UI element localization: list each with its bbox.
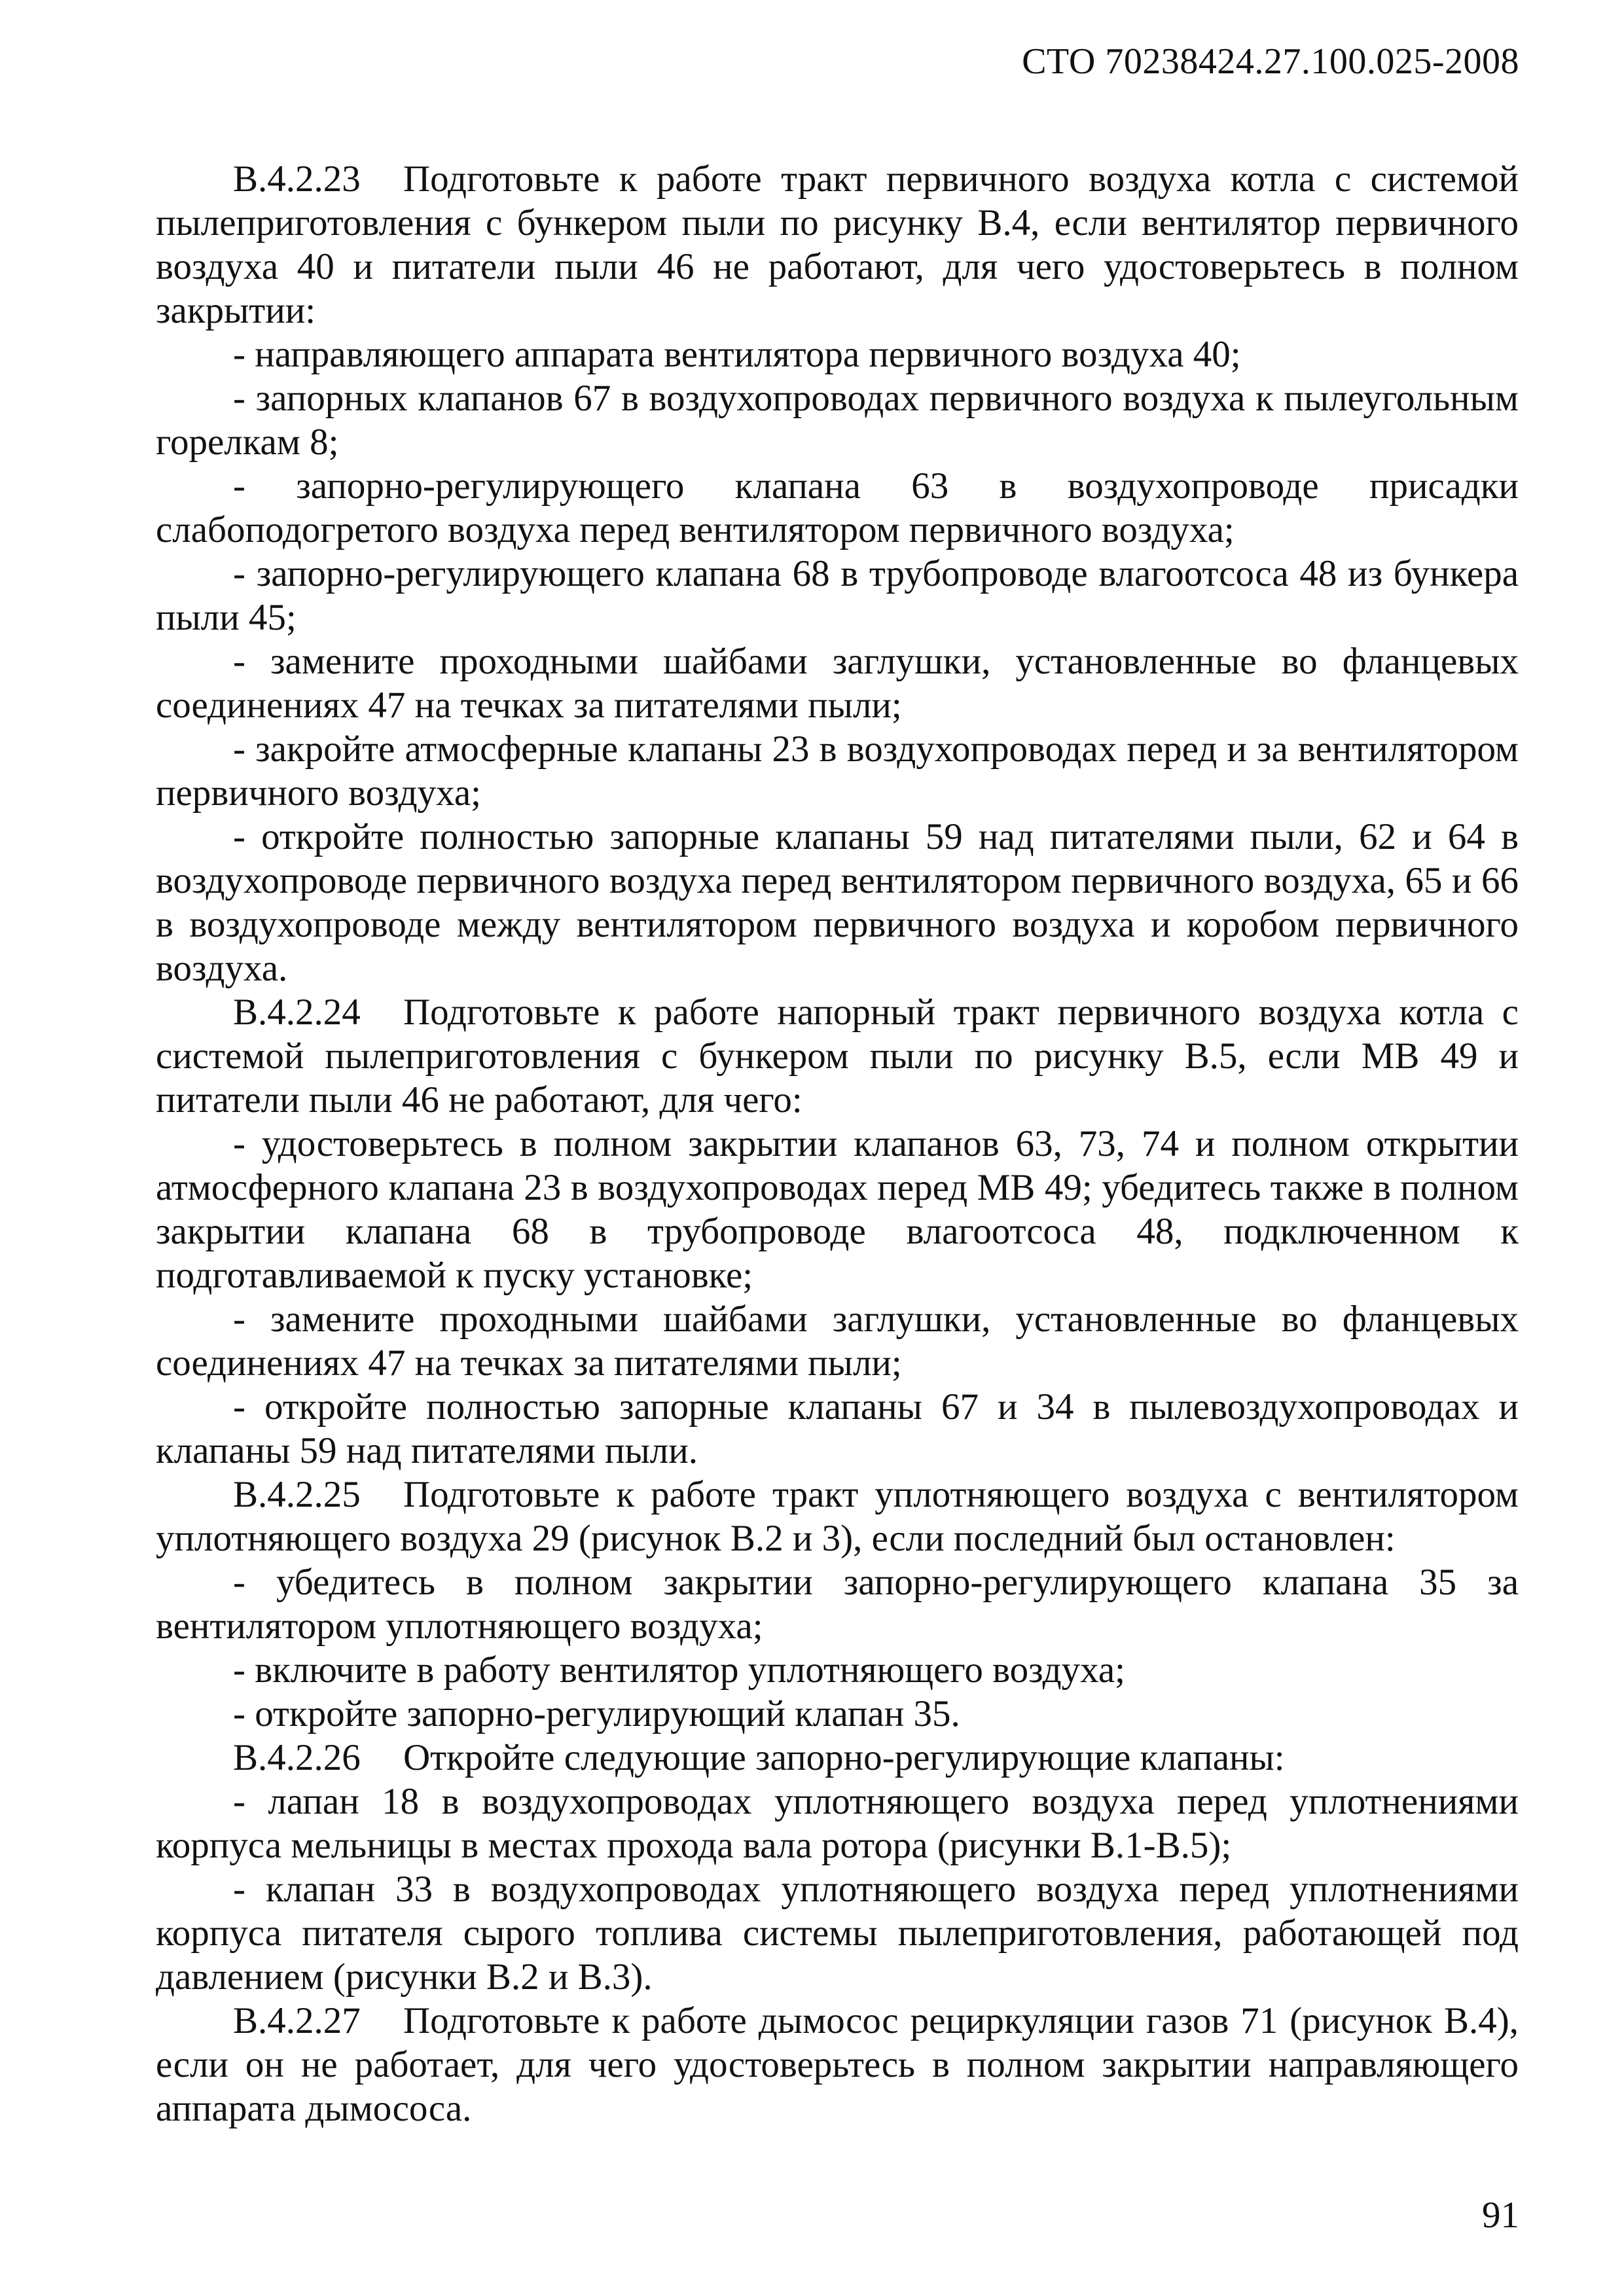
list-item: - откройте полностью запорные клапаны 67 и 34 в пылевоздухопроводах и клапаны 59 над питателями пыли.: [156, 1386, 1519, 1471]
section-text: Подготовьте к работе тракт первичного воздуха котла с системой пылеприготовления с бункером пыли по рисунку В.4, если вентилятор первичного воздуха 40 и питатели пыли 46 не работают, для чего удостоверьтесь в полном закрытии:: [156, 158, 1519, 331]
list-item: - клапан 33 в воздухопроводах уплотняющего воздуха перед уплотнениями корпуса питателя сырого топлива системы пылеприготовления, работающей под давлением (рисунки В.2 и В.3).: [156, 1869, 1519, 1998]
list-item: - удостоверьтесь в полном закрытии клапанов 63, 73, 74 и полном открытии атмосферного клапана 23 в воздухопроводах перед МВ 49; убедитесь также в полном закрытии клапана 68 в трубопроводе влагоотсоса 48, подключенном к подготавливаемой к пуску установке;: [156, 1123, 1519, 1296]
section-number: В.4.2.27: [233, 2000, 361, 2041]
list-item: - запорно-регулирующего клапана 68 в трубопроводе влагоотсоса 48 из бункера пыли 45;: [156, 553, 1519, 638]
page-number: 91: [1482, 2195, 1519, 2236]
list-item: - включите в работу вентилятор уплотняющего воздуха;: [233, 1649, 1126, 1691]
section-paragraph: [156, 1473, 1519, 1560]
list-item: - направляющего аппарата вентилятора первичного воздуха 40;: [233, 334, 1241, 375]
list-item: - откройте полностью запорные клапаны 59 над питателями пыли, 62 и 64 в воздухопроводе первичного воздуха перед вентилятором первичного воздуха, 65 и 66 в воздухопроводе между вентилятором первичного воздуха и коробом первичного воздуха.: [156, 816, 1519, 989]
list-item: - лапан 18 в воздухопроводах уплотняющего воздуха перед уплотнениями корпуса мельницы в местах прохода вала ротора (рисунки В.1-В.5);: [156, 1781, 1519, 1866]
section-paragraph: [156, 1736, 1519, 1780]
section-number: В.4.2.25: [233, 1474, 361, 1515]
list-item: - убедитесь в полном закрытии запорно-регулирующего клапана 35 за вентилятором уплотняющего воздуха;: [156, 1562, 1519, 1647]
section-text: Откройте следующие запорно-регулирующие клапаны:: [403, 1737, 1285, 1778]
section-number: В.4.2.24: [233, 992, 361, 1033]
section-paragraph: [156, 990, 1519, 1122]
section-text: Подготовьте к работе дымосос рециркуляции газов 71 (рисунок В.4), если он не работает, для чего удостоверьтесь в полном закрытии направляющего аппарата дымососа.: [156, 2000, 1519, 2129]
section-paragraph: [156, 157, 1519, 332]
list-item: - замените проходными шайбами заглушки, установленные во фланцевых соединениях 47 на течках за питателями пыли;: [156, 641, 1519, 726]
document-body: [156, 157, 1519, 2130]
section-paragraph: [156, 1999, 1519, 2130]
section-number: В.4.2.26: [233, 1737, 361, 1778]
list-item: - замените проходными шайбами заглушки, установленные во фланцевых соединениях 47 на течках за питателями пыли;: [156, 1299, 1519, 1384]
list-item: - откройте запорно-регулирующий клапан 35.: [233, 1693, 960, 1734]
section-text: Подготовьте к работе тракт уплотняющего воздуха с вентилятором уплотняющего воздуха 29 (рисунок В.2 и 3), если последний был остановлен:: [156, 1474, 1519, 1559]
list-item: - запорно-регулирующего клапана 63 в воздухопроводе присадки слабоподогретого воздуха перед вентилятором первичного воздуха;: [156, 465, 1519, 550]
section-text: Подготовьте к работе напорный тракт первичного воздуха котла с системой пылеприготовления с бункером пыли по рисунку В.5, если МВ 49 и питатели пыли 46 не работают, для чего:: [156, 992, 1519, 1121]
list-item: - закройте атмосферные клапаны 23 в воздухопроводах перед и за вентилятором первичного воздуха;: [156, 728, 1519, 814]
section-number: В.4.2.23: [233, 158, 361, 200]
document-code-header: СТО 70238424.27.100.025-2008: [1022, 41, 1519, 82]
list-item: - запорных клапанов 67 в воздухопроводах первичного воздуха к пылеугольным горелкам 8;: [156, 378, 1519, 463]
